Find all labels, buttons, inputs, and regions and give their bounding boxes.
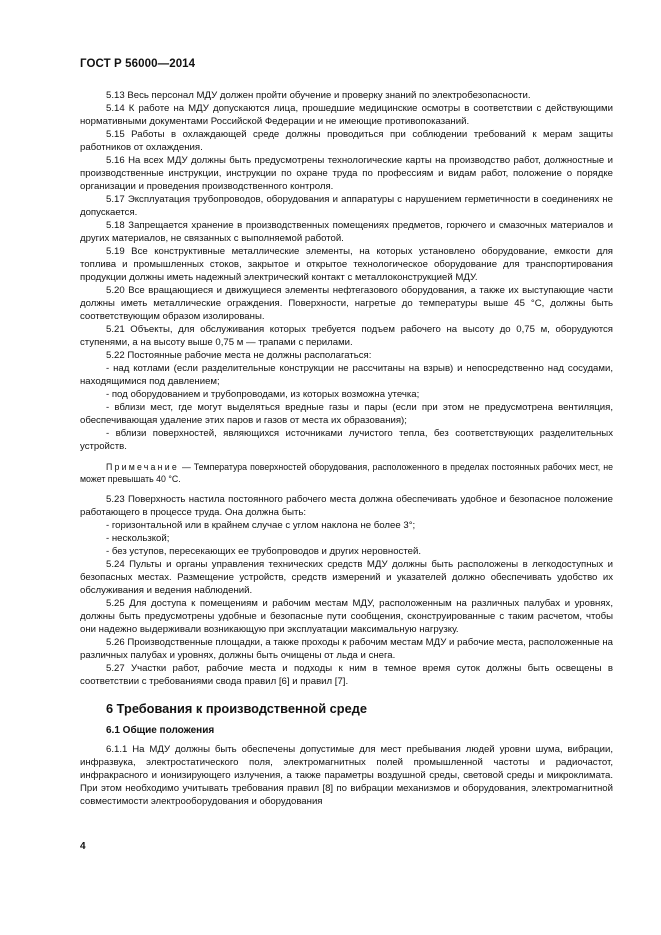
paragraph: 5.21 Объекты, для обслуживания которых требуется подъем рабочего на высоту до 0,75 м, оборудуются ступенями, а на высоту выше 0,75 м — трапами с перилами.	[80, 324, 613, 348]
list-item: - над котлами (если разделительные конструкции не рассчитаны на взрыв) и непосредственно над сосудами, находящимися под давлением;	[80, 363, 613, 387]
list-item: - без уступов, пересекающих ее трубопроводов и других неровностей.	[106, 546, 421, 557]
paragraph: 5.25 Для доступа к помещениям и рабочим местам МДУ, расположенным на различных палубах и уровнях, должны быть предусмотрены удобные и безопасные пути сообщения, сконструированные с таким расчетом, чтобы они надежно выдерживали возникающую при эксплуатации максимальную нагрузку.	[80, 598, 613, 635]
page-body	[80, 89, 613, 808]
note	[80, 461, 613, 485]
list-item: - вблизи мест, где могут выделяться вредные газы и пары (если при этом не предусмотрена вентиляция, обеспечивающая удаление этих паров и газов от места их образования);	[80, 402, 613, 426]
list-item: - нескользкой;	[106, 533, 170, 544]
paragraph: 5.15 Работы в охлаждающей среде должны проводиться при соблюдении требований к мерам защиты работников от охлаждения.	[80, 129, 613, 153]
paragraph: 5.17 Эксплуатация трубопроводов, оборудования и аппаратуры с нарушением герметичности в соединениях не допускается.	[80, 194, 613, 218]
document-header: ГОСТ Р 56000—2014	[80, 58, 196, 70]
paragraph: 5.16 На всех МДУ должны быть предусмотрены технологические карты на производство работ, должностные и производственные инструкции, инструкции по охране труда по профессиям и видам работ, положение о порядке организации и проведения производственного контроля.	[80, 155, 613, 192]
paragraph: 5.26 Производственные площадки, а также проходы к рабочим местам МДУ и рабочие места, расположенные на различных палубах и уровнях, должны быть очищены от льда и снега.	[80, 637, 613, 661]
paragraph: 5.18 Запрещается хранение в производственных помещениях предметов, горючего и смазочных материалов и других материалов, не связанных с выполняемой работой.	[80, 220, 613, 244]
list-item: - вблизи поверхностей, являющихся источниками лучистого тепла, без соответствующих разделительных устройств.	[80, 428, 613, 452]
paragraph: 5.23 Поверхность настила постоянного рабочего места должна обеспечивать удобное и безопасное положение работающего в процессе труда. Она должна быть:	[80, 494, 613, 518]
section-heading: 6 Требования к производственной среде	[106, 701, 367, 716]
page-number: 4	[80, 841, 86, 852]
note-text: — Температура поверхностей оборудования, расположенного в пределах постоянных рабочих мест, не может превышать 40 °С.	[80, 462, 613, 484]
paragraph: 6.1.1 На МДУ должны быть обеспечены допустимые для мест пребывания людей уровни шума, вибрации, инфразвука, электростатического поля, электромагнитных полей промышленной частоты и радиочастот, инфракрасного и ионизирующего излучения, а также параметры воздушной среды, световой среды и микроклимата. При этом необходимо учитывать требования правил [8] по вибрации механизмов и оборудования, электромагнитной совместимости электрооборудования и оборудования	[80, 744, 613, 807]
paragraph: 5.27 Участки работ, рабочие места и подходы к ним в темное время суток должны быть освещены в соответствии с требованиями свода правил [6] и правил [7].	[80, 663, 613, 687]
paragraph: 5.22 Постоянные рабочие места не должны располагаться:	[106, 350, 372, 361]
list-item: - под оборудованием и трубопроводами, из которых возможна утечка;	[106, 389, 420, 400]
paragraph: 5.13 Весь персонал МДУ должен пройти обучение и проверку знаний по электробезопасности.	[106, 90, 531, 101]
note-label: Примечание	[106, 462, 179, 472]
paragraph: 5.24 Пульты и органы управления технических средств МДУ должны быть расположены в легкодоступных и безопасных местах. Размещение устройств, средств измерений и указателей должно обеспечивать удобство их обслуживания и ведения наблюдений.	[80, 559, 613, 596]
paragraph: 5.19 Все конструктивные металлические элементы, на которых установлено оборудование, емкости для топлива и промышленных стоков, закрытое и открытое технологическое оборудование для транспортирования продукции должны иметь надежный электрический контакт с металлоконструкцией МДУ.	[80, 246, 613, 283]
list-item: - горизонтальной или в крайнем случае с углом наклона не более 3°;	[106, 520, 416, 531]
subsection-heading: 6.1 Общие положения	[106, 725, 215, 736]
paragraph: 5.20 Все вращающиеся и движущиеся элементы нефтегазового оборудования, а также их выступающие части должны иметь металлические ограждения. Поверхности, нагретые до температуры выше 45 °С, должны быть соответствующим образом изолированы.	[80, 285, 613, 322]
paragraph: 5.14 К работе на МДУ допускаются лица, прошедшие медицинские осмотры в соответствии с действующими нормативными документами Российской Федерации и не имеющие противопоказаний.	[80, 103, 613, 127]
